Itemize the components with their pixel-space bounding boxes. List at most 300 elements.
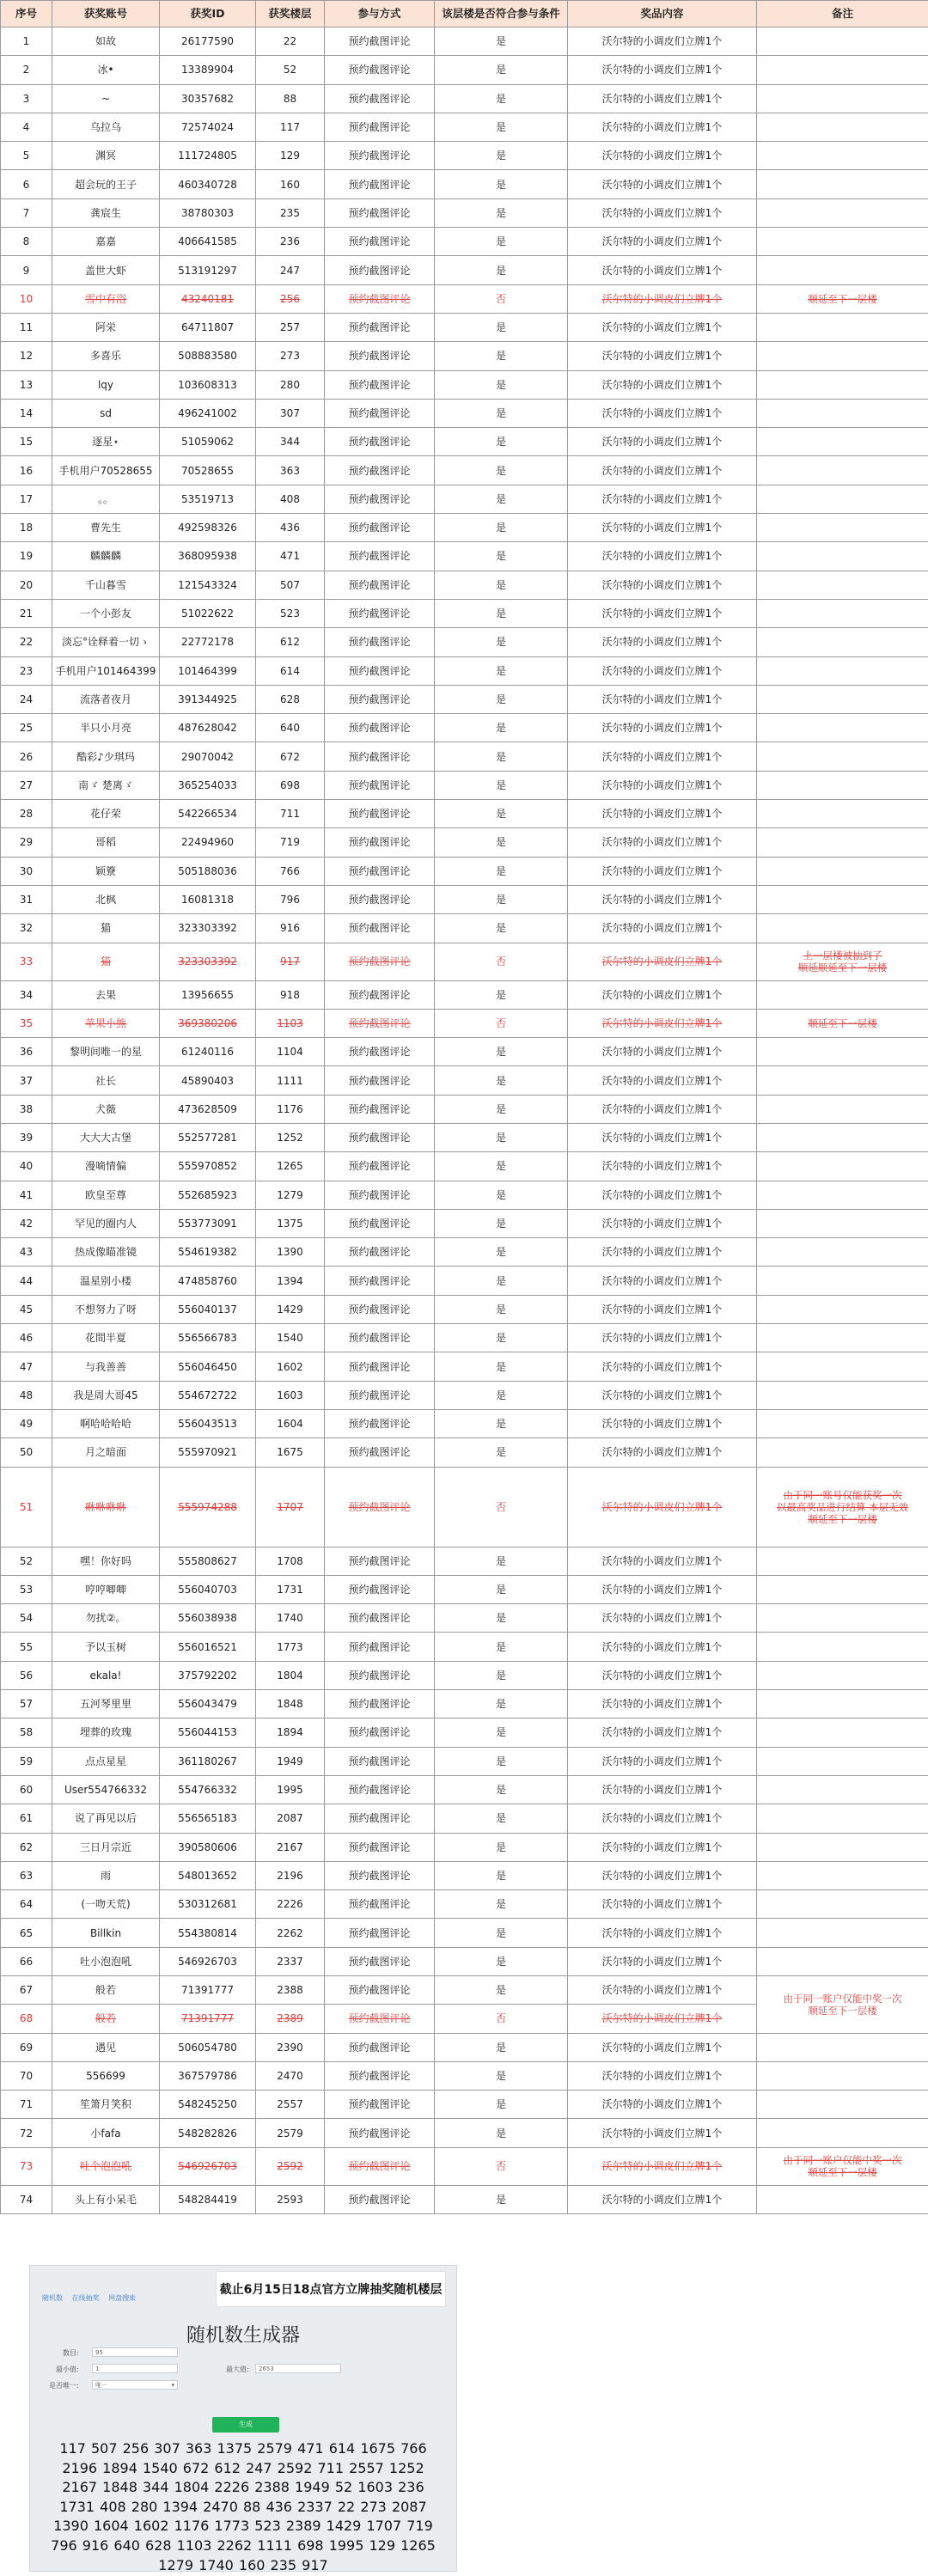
row-note — [757, 313, 928, 341]
row-account: 哥稻 — [52, 828, 160, 857]
row-floor: 1104 — [256, 1038, 325, 1066]
row-id: 64711807 — [160, 313, 256, 341]
row-eligible: 是 — [435, 2033, 568, 2061]
row-method: 预约截图评论 — [325, 1467, 435, 1547]
row-account: 逐星⋆ — [52, 428, 160, 456]
row-floor: 280 — [256, 370, 325, 399]
row-method: 预约截图评论 — [325, 742, 435, 771]
row-eligible: 是 — [435, 514, 568, 542]
row-note — [757, 1547, 928, 1575]
row-account: 吐个泡泡吼 — [52, 2147, 160, 2185]
row-account: 雪中有浴 — [52, 284, 160, 313]
row-id: 391344925 — [160, 685, 256, 713]
row-index: 20 — [1, 571, 52, 599]
row-eligible: 是 — [435, 2185, 568, 2213]
table-row — [1, 256, 928, 284]
row-floor: 796 — [256, 885, 325, 913]
row-method: 预约截图评论 — [325, 1718, 435, 1747]
table-row — [1, 1604, 928, 1633]
min-input[interactable]: 1 — [92, 2364, 178, 2373]
row-prize: 沃尔特的小调皮们立牌1个 — [568, 2119, 757, 2147]
row-note — [757, 1267, 928, 1295]
row-floor: 1176 — [256, 1095, 325, 1123]
row-id: 51059062 — [160, 428, 256, 456]
table-row — [1, 1123, 928, 1151]
row-id: 323303392 — [160, 943, 256, 980]
row-eligible: 是 — [435, 198, 568, 227]
row-index: 34 — [1, 980, 52, 1009]
row-index: 42 — [1, 1209, 52, 1237]
row-note — [757, 656, 928, 685]
row-account: 阿栄 — [52, 313, 160, 341]
row-prize: 沃尔特的小调皮们立牌1个 — [568, 1095, 757, 1123]
row-note-line: 由于同一账号仅能获奖一次 — [783, 1488, 902, 1501]
row-floor: 1708 — [256, 1547, 325, 1575]
nav-link-search[interactable]: 网盘搜索 — [108, 2294, 137, 2302]
row-id: 554619382 — [160, 1238, 256, 1267]
row-method: 预约截图评论 — [325, 399, 435, 427]
row-method: 预约截图评论 — [325, 599, 435, 627]
row-method: 预约截图评论 — [325, 1575, 435, 1603]
row-id: 506054780 — [160, 2033, 256, 2061]
row-account: 超会玩的王子 — [52, 170, 160, 198]
row-eligible: 是 — [435, 1209, 568, 1237]
row-prize: 沃尔特的小调皮们立牌1个 — [568, 342, 757, 370]
random-generator-screenshot — [29, 2265, 457, 2572]
row-index: 19 — [1, 542, 52, 571]
row-account: 啊哈哈哈哈 — [52, 1409, 160, 1438]
row-floor: 918 — [256, 980, 325, 1009]
row-method: 预约截图评论 — [325, 1604, 435, 1633]
row-note — [757, 1604, 928, 1633]
row-index: 53 — [1, 1575, 52, 1603]
row-prize: 沃尔特的小调皮们立牌1个 — [568, 1690, 757, 1718]
row-prize: 沃尔特的小调皮们立牌1个 — [568, 2005, 757, 2033]
row-eligible: 是 — [435, 980, 568, 1009]
table-row — [1, 84, 928, 113]
row-floor: 614 — [256, 656, 325, 685]
row-floor: 1707 — [256, 1467, 325, 1547]
nav-link-lottery[interactable]: 在线抽奖 — [71, 2294, 100, 2302]
row-index: 36 — [1, 1038, 52, 1066]
row-note — [757, 170, 928, 198]
row-id: 323303392 — [160, 914, 256, 943]
row-method: 预约截图评论 — [325, 1747, 435, 1775]
row-method: 预约截图评论 — [325, 84, 435, 113]
row-eligible: 是 — [435, 1661, 568, 1689]
row-prize: 沃尔特的小调皮们立牌1个 — [568, 284, 757, 313]
row-account: 雨 — [52, 1861, 160, 1889]
row-id: 552577281 — [160, 1123, 256, 1151]
row-id: 556043513 — [160, 1409, 256, 1438]
row-method: 预约截图评论 — [325, 2119, 435, 2147]
row-prize: 沃尔特的小调皮们立牌1个 — [568, 1633, 757, 1661]
row-index: 51 — [1, 1467, 52, 1547]
row-prize: 沃尔特的小调皮们立牌1个 — [568, 885, 757, 913]
row-note — [757, 1467, 928, 1547]
row-method: 预约截图评论 — [325, 170, 435, 198]
row-floor: 2226 — [256, 1890, 325, 1919]
row-account: 猫 — [52, 914, 160, 943]
row-account: 去果 — [52, 980, 160, 1009]
max-input[interactable]: 2653 — [255, 2364, 341, 2373]
row-account: 三日月宗近 — [52, 1833, 160, 1861]
row-method: 预约截图评论 — [325, 1095, 435, 1123]
row-floor: 22 — [256, 27, 325, 56]
table-header-row — [1, 1, 928, 27]
table-row — [1, 685, 928, 713]
row-id: 30357682 — [160, 84, 256, 113]
row-id: 492598326 — [160, 514, 256, 542]
row-prize: 沃尔特的小调皮们立牌1个 — [568, 714, 757, 742]
row-index: 69 — [1, 2033, 52, 2061]
row-index: 1 — [1, 27, 52, 56]
row-account: 哼哼唧唧 — [52, 1575, 160, 1603]
row-method: 预约截图评论 — [325, 1976, 435, 2005]
row-id: 368095938 — [160, 542, 256, 571]
table-row — [1, 1009, 928, 1037]
count-label: 数目: — [63, 2349, 79, 2357]
row-prize: 沃尔特的小调皮们立牌1个 — [568, 2185, 757, 2213]
row-account: 遇见 — [52, 2033, 160, 2061]
row-id: 361180267 — [160, 1747, 256, 1775]
row-floor: 2262 — [256, 1919, 325, 1947]
row-index: 47 — [1, 1352, 52, 1381]
row-index: 23 — [1, 656, 52, 685]
row-floor: 2388 — [256, 1976, 325, 2005]
row-index: 74 — [1, 2185, 52, 2213]
table-row — [1, 1381, 928, 1409]
header-note: 备注 — [757, 1, 928, 27]
row-floor: 1252 — [256, 1123, 325, 1151]
row-prize: 沃尔特的小调皮们立牌1个 — [568, 56, 757, 84]
table-row — [1, 1547, 928, 1575]
table-row — [1, 56, 928, 84]
row-index: 17 — [1, 485, 52, 513]
row-floor: 2196 — [256, 1861, 325, 1889]
row-index: 2 — [1, 56, 52, 84]
row-note — [757, 1919, 928, 1947]
row-method: 预约截图评论 — [325, 1547, 435, 1575]
row-method: 预约截图评论 — [325, 800, 435, 828]
row-floor: 236 — [256, 228, 325, 256]
table-row — [1, 1095, 928, 1123]
row-note — [757, 1575, 928, 1603]
row-eligible: 是 — [435, 1690, 568, 1718]
row-note — [757, 1861, 928, 1889]
row-note — [757, 1123, 928, 1151]
row-method: 预约截图评论 — [325, 514, 435, 542]
table-row — [1, 1238, 928, 1267]
row-method: 预约截图评论 — [325, 1947, 435, 1975]
row-eligible: 是 — [435, 1123, 568, 1151]
row-account: 多喜乐 — [52, 342, 160, 370]
table-row — [1, 2147, 928, 2185]
row-method: 预约截图评论 — [325, 113, 435, 141]
table-body — [1, 27, 928, 2214]
row-index: 35 — [1, 1009, 52, 1037]
row-index: 6 — [1, 170, 52, 198]
row-account: 如故 — [52, 27, 160, 56]
row-id: 556566783 — [160, 1324, 256, 1352]
row-prize: 沃尔特的小调皮们立牌1个 — [568, 2061, 757, 2090]
row-account: 颖簝 — [52, 857, 160, 885]
count-input[interactable]: 95 — [92, 2347, 178, 2357]
row-eligible: 是 — [435, 1381, 568, 1409]
row-eligible: 是 — [435, 771, 568, 799]
row-account: 点点星星 — [52, 1747, 160, 1775]
row-eligible: 是 — [435, 342, 568, 370]
row-index: 3 — [1, 84, 52, 113]
row-index: 13 — [1, 370, 52, 399]
row-account: 黎明间唯一的星 — [52, 1038, 160, 1066]
row-method: 预约截图评论 — [325, 1352, 435, 1381]
row-method: 预约截图评论 — [325, 1690, 435, 1718]
table-row — [1, 313, 928, 341]
table-row — [1, 1409, 928, 1438]
row-method: 预约截图评论 — [325, 1438, 435, 1467]
row-id: 546926703 — [160, 2147, 256, 2185]
table-row — [1, 885, 928, 913]
row-floor: 52 — [256, 56, 325, 84]
row-account: 予以玉树 — [52, 1633, 160, 1661]
row-note — [757, 685, 928, 713]
row-method: 预约截图评论 — [325, 1409, 435, 1438]
table-row — [1, 1267, 928, 1295]
row-floor: 2593 — [256, 2185, 325, 2213]
row-note — [757, 1775, 928, 1804]
row-index: 64 — [1, 1890, 52, 1919]
row-floor: 1602 — [256, 1352, 325, 1381]
row-index: 27 — [1, 771, 52, 799]
row-eligible: 是 — [435, 1919, 568, 1947]
table-row — [1, 857, 928, 885]
row-id: 554380814 — [160, 1919, 256, 1947]
row-note — [757, 142, 928, 170]
table-row — [1, 370, 928, 399]
row-index: 58 — [1, 1718, 52, 1747]
row-floor: 256 — [256, 284, 325, 313]
row-id: 51022622 — [160, 599, 256, 627]
row-note-line: 顺延至下一层楼 — [808, 1016, 877, 1029]
row-floor: 1604 — [256, 1409, 325, 1438]
row-account: 盖世大虾 — [52, 256, 160, 284]
row-note — [757, 1009, 928, 1037]
header-floor: 获奖楼层 — [256, 1, 325, 27]
header-prize: 奖品内容 — [568, 1, 757, 27]
row-method: 预约截图评论 — [325, 284, 435, 313]
row-prize: 沃尔特的小调皮们立牌1个 — [568, 170, 757, 198]
row-method: 预约截图评论 — [325, 1238, 435, 1267]
row-method: 预约截图评论 — [325, 1209, 435, 1237]
row-floor: 711 — [256, 800, 325, 828]
row-prize: 沃尔特的小调皮们立牌1个 — [568, 1467, 757, 1547]
row-account: 吐小泡泡吼 — [52, 1947, 160, 1975]
row-note — [757, 742, 928, 771]
row-index: 5 — [1, 142, 52, 170]
row-index: 15 — [1, 428, 52, 456]
row-index: 25 — [1, 714, 52, 742]
row-method: 预约截图评论 — [325, 2091, 435, 2119]
table-row — [1, 228, 928, 256]
row-method: 预约截图评论 — [325, 685, 435, 713]
row-id: 556046450 — [160, 1352, 256, 1381]
row-id: 29070042 — [160, 742, 256, 771]
row-eligible: 是 — [435, 1947, 568, 1975]
row-index: 44 — [1, 1267, 52, 1295]
row-note — [757, 1324, 928, 1352]
row-prize: 沃尔特的小调皮们立牌1个 — [568, 27, 757, 56]
row-prize: 沃尔特的小调皮们立牌1个 — [568, 914, 757, 943]
row-account: 南ゞ 楚离ゞ — [52, 771, 160, 799]
table-row — [1, 1661, 928, 1689]
row-note — [757, 1352, 928, 1381]
row-id: 556043479 — [160, 1690, 256, 1718]
row-floor: 1731 — [256, 1575, 325, 1603]
row-account: 犬薇 — [52, 1095, 160, 1123]
table-row — [1, 1438, 928, 1467]
row-note — [757, 514, 928, 542]
row-account: 乌拉乌 — [52, 113, 160, 141]
row-eligible: 否 — [435, 1467, 568, 1547]
row-method: 预约截图评论 — [325, 1038, 435, 1066]
row-id: 70528655 — [160, 456, 256, 485]
row-account: 般若 — [52, 2005, 160, 2033]
row-index: 10 — [1, 284, 52, 313]
row-method: 预约截图评论 — [325, 2061, 435, 2090]
row-id: 111724805 — [160, 142, 256, 170]
table-row — [1, 1804, 928, 1833]
row-method: 预约截图评论 — [325, 228, 435, 256]
row-index: 24 — [1, 685, 52, 713]
row-prize: 沃尔特的小调皮们立牌1个 — [568, 1861, 757, 1889]
row-index: 31 — [1, 885, 52, 913]
row-note-line: 由于同一账户仅能中奖一次 — [783, 2154, 902, 2167]
row-id: 487628042 — [160, 714, 256, 742]
row-id: 13956655 — [160, 980, 256, 1009]
row-account: User554766332 — [52, 1775, 160, 1804]
row-account: 556699 — [52, 2061, 160, 2090]
row-eligible: 是 — [435, 1152, 568, 1181]
row-account: 冰• — [52, 56, 160, 84]
table-row — [1, 113, 928, 141]
row-note — [757, 84, 928, 113]
row-floor: 2470 — [256, 2061, 325, 2090]
row-method: 预约截图评论 — [325, 857, 435, 885]
row-id: 367579786 — [160, 2061, 256, 2090]
row-note — [757, 2147, 928, 2185]
table-row — [1, 514, 928, 542]
row-floor: 1894 — [256, 1718, 325, 1747]
nav-link-random[interactable]: 随机数 — [42, 2294, 63, 2302]
row-note-line: 顺延至下一层楼 — [808, 2004, 877, 2017]
table-row — [1, 771, 928, 799]
row-prize: 沃尔特的小调皮们立牌1个 — [568, 485, 757, 513]
row-prize: 沃尔特的小调皮们立牌1个 — [568, 113, 757, 141]
row-eligible: 否 — [435, 1009, 568, 1037]
row-id: 26177590 — [160, 27, 256, 56]
row-account: 花仔荣 — [52, 800, 160, 828]
row-note — [757, 113, 928, 141]
row-prize: 沃尔特的小调皮们立牌1个 — [568, 628, 757, 656]
row-method: 预约截图评论 — [325, 1661, 435, 1689]
unique-select[interactable] — [92, 2380, 178, 2390]
row-prize: 沃尔特的小调皮们立牌1个 — [568, 1123, 757, 1151]
row-account: 埋葬的玫瑰 — [52, 1718, 160, 1747]
row-prize: 沃尔特的小调皮们立牌1个 — [568, 198, 757, 227]
row-eligible: 是 — [435, 685, 568, 713]
row-id: 474858760 — [160, 1267, 256, 1295]
table-row — [1, 599, 928, 627]
row-account: lqy — [52, 370, 160, 399]
row-eligible: 是 — [435, 1295, 568, 1323]
table-row — [1, 1633, 928, 1661]
row-account: 北枫 — [52, 885, 160, 913]
row-note — [757, 714, 928, 742]
row-note — [757, 485, 928, 513]
row-id: 16081318 — [160, 885, 256, 913]
row-eligible: 是 — [435, 1575, 568, 1603]
row-eligible: 是 — [435, 228, 568, 256]
row-id: 460340728 — [160, 170, 256, 198]
chevron-down-icon: ▾ — [171, 2382, 174, 2389]
row-id: 45890403 — [160, 1066, 256, 1095]
row-note — [757, 1066, 928, 1095]
row-method: 预约截图评论 — [325, 1267, 435, 1295]
table-row — [1, 342, 928, 370]
table-row — [1, 2091, 928, 2119]
row-index: 45 — [1, 1295, 52, 1323]
row-note-line: 以最高奖品进行结算 本层无效 — [776, 1500, 909, 1513]
row-account: 笙箫月笑积 — [52, 2091, 160, 2119]
row-prize: 沃尔特的小调皮们立牌1个 — [568, 1661, 757, 1689]
row-prize: 沃尔特的小调皮们立牌1个 — [568, 228, 757, 256]
row-eligible: 是 — [435, 1775, 568, 1804]
row-method: 预约截图评论 — [325, 1919, 435, 1947]
row-note — [757, 228, 928, 256]
row-account: 千山暮雪 — [52, 571, 160, 599]
row-prize: 沃尔特的小调皮们立牌1个 — [568, 1381, 757, 1409]
row-account: 社长 — [52, 1066, 160, 1095]
row-method: 预约截图评论 — [325, 428, 435, 456]
row-account: 猫 — [52, 943, 160, 980]
row-eligible: 否 — [435, 284, 568, 313]
row-eligible: 是 — [435, 370, 568, 399]
row-floor: 719 — [256, 828, 325, 857]
row-eligible: 是 — [435, 628, 568, 656]
row-id: 555970852 — [160, 1152, 256, 1181]
row-floor: 1740 — [256, 1604, 325, 1633]
row-prize: 沃尔特的小调皮们立牌1个 — [568, 800, 757, 828]
generate-button[interactable]: 生成 — [212, 2417, 279, 2433]
row-method: 预约截图评论 — [325, 1633, 435, 1661]
row-account: 欧皇至尊 — [52, 1181, 160, 1209]
row-id: 552685923 — [160, 1181, 256, 1209]
row-method: 预约截图评论 — [325, 27, 435, 56]
row-eligible: 是 — [435, 1547, 568, 1575]
row-floor: 2579 — [256, 2119, 325, 2147]
row-eligible: 是 — [435, 1238, 568, 1267]
row-id: 556040703 — [160, 1575, 256, 1603]
row-floor: 235 — [256, 198, 325, 227]
row-floor: 1804 — [256, 1661, 325, 1689]
row-prize: 沃尔特的小调皮们立牌1个 — [568, 1181, 757, 1209]
row-method: 预约截图评论 — [325, 370, 435, 399]
row-method: 预约截图评论 — [325, 198, 435, 227]
row-index: 26 — [1, 742, 52, 771]
row-eligible: 是 — [435, 1604, 568, 1633]
row-id: 505188036 — [160, 857, 256, 885]
